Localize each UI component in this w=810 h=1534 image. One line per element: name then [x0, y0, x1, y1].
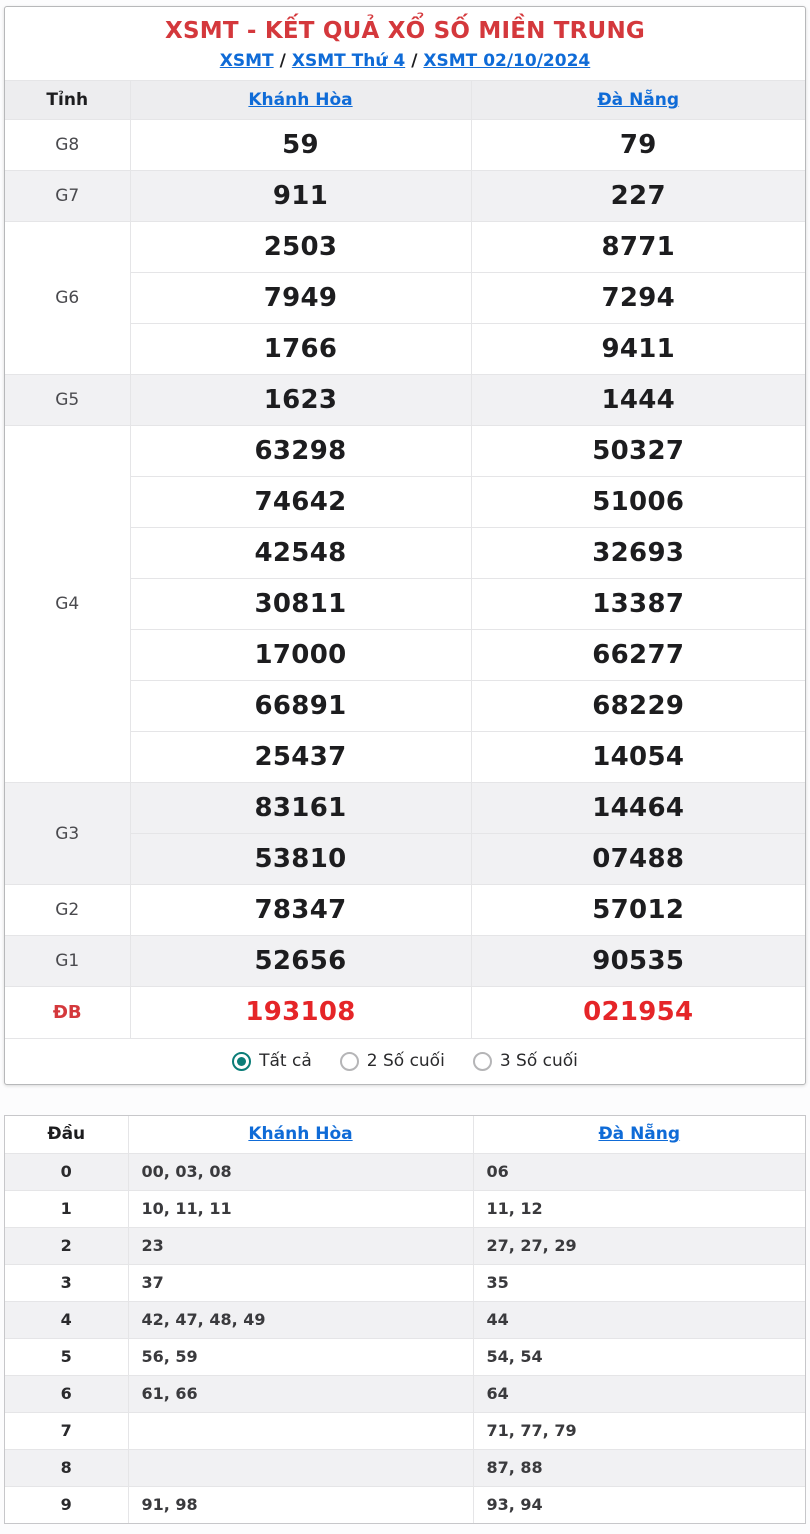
group-label-g3: G3	[5, 783, 130, 885]
prize-value: 1766	[130, 324, 471, 375]
prize-value: 90535	[471, 936, 805, 987]
tails-row-2	[5, 1227, 805, 1264]
prize-value: 32693	[471, 528, 805, 579]
tails-row-9	[5, 1486, 805, 1523]
radio-label: 2 Số cuối	[366, 1051, 445, 1071]
jackpot-value: 193108	[130, 987, 471, 1038]
khanh-hoa-link[interactable]: Khánh Hòa	[248, 1124, 353, 1145]
prize-value: 7949	[130, 273, 471, 324]
da-nang-link[interactable]: Đà Nẵng	[598, 1124, 681, 1145]
radio-label: Tất cả	[259, 1051, 312, 1071]
tails-row-4	[5, 1301, 805, 1338]
prize-value: 30811	[130, 579, 471, 630]
results-card	[4, 6, 806, 1085]
breadcrumb-link-weekday[interactable]: XSMT Thứ 4	[291, 51, 406, 71]
column-header-da-nang	[473, 1116, 805, 1153]
tails-values: 91, 98	[128, 1486, 473, 1523]
digit-cell: 7	[5, 1412, 128, 1449]
table-row-g8	[5, 120, 805, 171]
tails-row-1	[5, 1190, 805, 1227]
tails-row-5	[5, 1338, 805, 1375]
prize-value: 17000	[130, 630, 471, 681]
tails-values: 87, 88	[473, 1449, 805, 1486]
tails-values: 37	[128, 1264, 473, 1301]
tails-values	[128, 1449, 473, 1486]
column-header-khanh-hoa	[128, 1116, 473, 1153]
results-table	[5, 80, 805, 1038]
radio-label: 3 Số cuối	[499, 1051, 578, 1071]
prize-value: 25437	[130, 732, 471, 783]
table-row-g1	[5, 936, 805, 987]
group-label-g7: G7	[5, 171, 130, 222]
group-label-g4: G4	[5, 426, 130, 783]
digit-cell: 4	[5, 1301, 128, 1338]
prize-value: 14464	[471, 783, 805, 834]
table-row-db	[5, 987, 805, 1038]
digit-cell: 8	[5, 1449, 128, 1486]
tails-values: 35	[473, 1264, 805, 1301]
prize-value: 78347	[130, 885, 471, 936]
group-label-g8: G8	[5, 120, 130, 171]
table-row-g3	[5, 783, 805, 834]
prize-value: 53810	[130, 834, 471, 885]
tails-values: 71, 77, 79	[473, 1412, 805, 1449]
column-header-province: Tỉnh	[5, 81, 130, 120]
radio-last-3-digits[interactable]	[473, 1051, 578, 1071]
prize-value: 7294	[471, 273, 805, 324]
prize-value: 14054	[471, 732, 805, 783]
group-label-g1: G1	[5, 936, 130, 987]
table-row-g6	[5, 222, 805, 273]
khanh-hoa-link[interactable]: Khánh Hòa	[248, 90, 353, 110]
radio-unselected-icon	[473, 1052, 492, 1071]
breadcrumb-link-date[interactable]: XSMT 02/10/2024	[423, 51, 591, 71]
prize-value: 51006	[471, 477, 805, 528]
prize-value: 2503	[130, 222, 471, 273]
page-title: XSMT - KẾT QUẢ XỔ SỐ MIỀN TRUNG	[165, 18, 645, 44]
digit-cell: 5	[5, 1338, 128, 1375]
prize-value: 57012	[471, 885, 805, 936]
tails-values: 42, 47, 48, 49	[128, 1301, 473, 1338]
tails-values: 93, 94	[473, 1486, 805, 1523]
table-row-g2	[5, 885, 805, 936]
digit-cell: 3	[5, 1264, 128, 1301]
digit-cell: 1	[5, 1190, 128, 1227]
breadcrumb-separator: /	[279, 51, 286, 71]
prize-value: 52656	[130, 936, 471, 987]
tails-values: 27, 27, 29	[473, 1227, 805, 1264]
digit-cell: 0	[5, 1153, 128, 1190]
tails-card	[4, 1115, 806, 1524]
tails-values: 10, 11, 11	[128, 1190, 473, 1227]
table-row-g5	[5, 375, 805, 426]
tails-values: 56, 59	[128, 1338, 473, 1375]
table-row-g7	[5, 171, 805, 222]
tails-row-7	[5, 1412, 805, 1449]
prize-value: 13387	[471, 579, 805, 630]
digit-cell: 6	[5, 1375, 128, 1412]
prize-value: 66277	[471, 630, 805, 681]
tails-values: 64	[473, 1375, 805, 1412]
results-header-row	[5, 81, 805, 120]
tails-row-3	[5, 1264, 805, 1301]
radio-all[interactable]	[232, 1051, 312, 1071]
group-label-g6: G6	[5, 222, 130, 375]
column-header-khanh-hoa	[130, 81, 471, 120]
breadcrumb-separator: /	[411, 51, 418, 71]
group-label-db: ĐB	[5, 987, 130, 1038]
tails-values: 54, 54	[473, 1338, 805, 1375]
radio-unselected-icon	[340, 1052, 359, 1071]
radio-last-2-digits[interactable]	[340, 1051, 445, 1071]
prize-value: 1444	[471, 375, 805, 426]
tails-values: 00, 03, 08	[128, 1153, 473, 1190]
breadcrumb-link-xsmt[interactable]: XSMT	[219, 51, 274, 71]
tails-table	[5, 1116, 805, 1523]
tails-row-6	[5, 1375, 805, 1412]
prize-value: 1623	[130, 375, 471, 426]
tails-values: 23	[128, 1227, 473, 1264]
digit-cell: 2	[5, 1227, 128, 1264]
tails-values: 61, 66	[128, 1375, 473, 1412]
column-header-da-nang	[471, 81, 805, 120]
prize-value: 74642	[130, 477, 471, 528]
prize-value: 42548	[130, 528, 471, 579]
prize-value: 9411	[471, 324, 805, 375]
group-label-g2: G2	[5, 885, 130, 936]
tails-values: 44	[473, 1301, 805, 1338]
tails-row-8	[5, 1449, 805, 1486]
prize-value: 911	[130, 171, 471, 222]
table-row-g4	[5, 426, 805, 477]
prize-value: 227	[471, 171, 805, 222]
radio-selected-icon	[232, 1052, 251, 1071]
prize-value: 8771	[471, 222, 805, 273]
tails-values: 06	[473, 1153, 805, 1190]
prize-value: 07488	[471, 834, 805, 885]
prize-value: 50327	[471, 426, 805, 477]
column-header-dau: Đầu	[5, 1116, 128, 1153]
group-label-g5: G5	[5, 375, 130, 426]
digit-cell: 9	[5, 1486, 128, 1523]
jackpot-value: 021954	[471, 987, 805, 1038]
tails-header-row	[5, 1116, 805, 1153]
da-nang-link[interactable]: Đà Nẵng	[597, 90, 680, 110]
tails-row-0	[5, 1153, 805, 1190]
breadcrumb	[5, 51, 805, 71]
prize-value: 63298	[130, 426, 471, 477]
prize-value: 66891	[130, 681, 471, 732]
prize-value: 59	[130, 120, 471, 171]
tails-values	[128, 1412, 473, 1449]
results-header	[5, 7, 805, 80]
prize-value: 83161	[130, 783, 471, 834]
prize-value: 79	[471, 120, 805, 171]
tails-values: 11, 12	[473, 1190, 805, 1227]
prize-value: 68229	[471, 681, 805, 732]
filter-row	[5, 1038, 805, 1084]
